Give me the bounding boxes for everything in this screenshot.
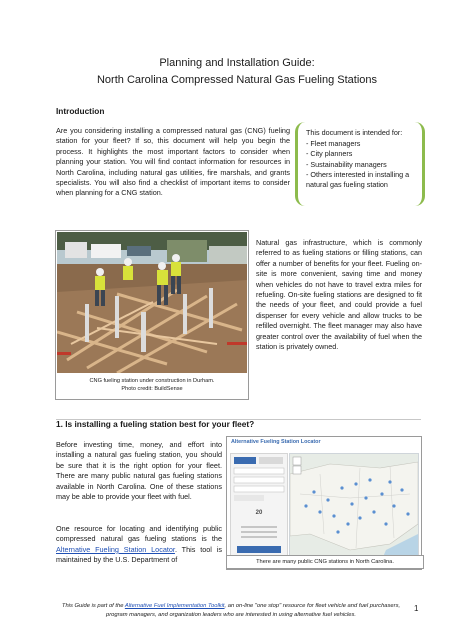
station-locator-link[interactable]: Alternative Fueling Station Locator bbox=[56, 544, 175, 554]
document-title bbox=[0, 55, 474, 89]
locator-header bbox=[227, 437, 421, 449]
introduction-paragraph: Are you considering installing a compressed natural gas (CNG) fueling station for your fleet? If so, this document will help you begin the process. It highlights the most important factors to consider when planning your station. You will find contact information for resources in North Carolina, including natural gas utilities, fire marshals, and grants specialists. You will also find a checklist of important items to consider when planning for a CNG station. bbox=[56, 126, 290, 198]
title-line-2: North Carolina Compressed Natural Gas Fueling Stations bbox=[96, 74, 378, 86]
section-1-paragraph-1: Before investing time, money, and effort into installing a natural gas fueling station, you should be sure that it is the right option for your fleet. There are many public natural gas fueling stations available in North Carolina. One of these stations may be able to provide your fleet with fuel. bbox=[56, 440, 222, 502]
audience-item: - Others interested in installing a natural gas fueling station bbox=[306, 169, 410, 190]
audience-item: - Fleet managers bbox=[306, 139, 361, 149]
audience-callout bbox=[295, 122, 425, 206]
title-line-1: Planning and Installation Guide: bbox=[159, 57, 315, 69]
infrastructure-paragraph: Natural gas infrastructure, which is commonly referred to as fueling stations or filling stations, can offer a number of benefits for your fleet. Fueling on-site is more convenient, saving time and money when vehicles do not have to travel extra miles for refueling. On-site fueling stations are designed to fit the needs of your fleet, and could provide a fuel dispenser for every vehicle and allow trucks to be refilled overnight. The fleet manager may also have greater control over the availability of fuel when the station is privately owned. bbox=[256, 238, 422, 352]
photo-caption-line-1: CNG fueling station under construction in Durham. bbox=[89, 378, 215, 384]
map-caption: There are many public CNG stations in North Carolina. bbox=[226, 555, 424, 569]
photo-credit: Photo credit: BuildSense bbox=[121, 386, 183, 392]
toolkit-link[interactable]: Alternative Fuel Implementation Toolkit bbox=[124, 603, 225, 609]
locator-sidebar bbox=[230, 453, 288, 565]
station-locator-screenshot bbox=[226, 436, 422, 570]
para2-text-before: One resource for locating and identifying public compressed natural gas fueling stations is the bbox=[56, 524, 222, 544]
audience-item: - Sustainability managers bbox=[306, 159, 387, 169]
footer-note bbox=[56, 602, 406, 619]
page-number: 1 bbox=[414, 604, 419, 613]
audience-item: - City planners bbox=[306, 149, 353, 159]
footer-text-before: This Guide is part of the bbox=[61, 603, 125, 609]
audience-list bbox=[306, 139, 418, 190]
locator-map bbox=[289, 453, 419, 565]
construction-photo bbox=[57, 232, 247, 373]
locator-title: Alternative Fueling Station Locator bbox=[231, 439, 321, 445]
para2-text-after: . This tool is maintained by the U.S. Department of bbox=[56, 544, 222, 565]
photo-caption bbox=[56, 377, 248, 393]
construction-photo-figure bbox=[55, 230, 249, 400]
station-count: 20 bbox=[255, 510, 263, 516]
footer-text-after: , an on-line "one stop" resource for fleet vehicle and fuel purchasers, program managers, and organization leaders who are interested in using alternative fuel vehicles. bbox=[105, 603, 401, 618]
section-1-paragraph-2 bbox=[56, 524, 222, 566]
section-1-heading: 1. Is installing a fueling station best for your fleet? bbox=[56, 419, 255, 429]
callout-title: This document is intended for: bbox=[306, 128, 403, 137]
introduction-heading: Introduction bbox=[56, 106, 105, 116]
